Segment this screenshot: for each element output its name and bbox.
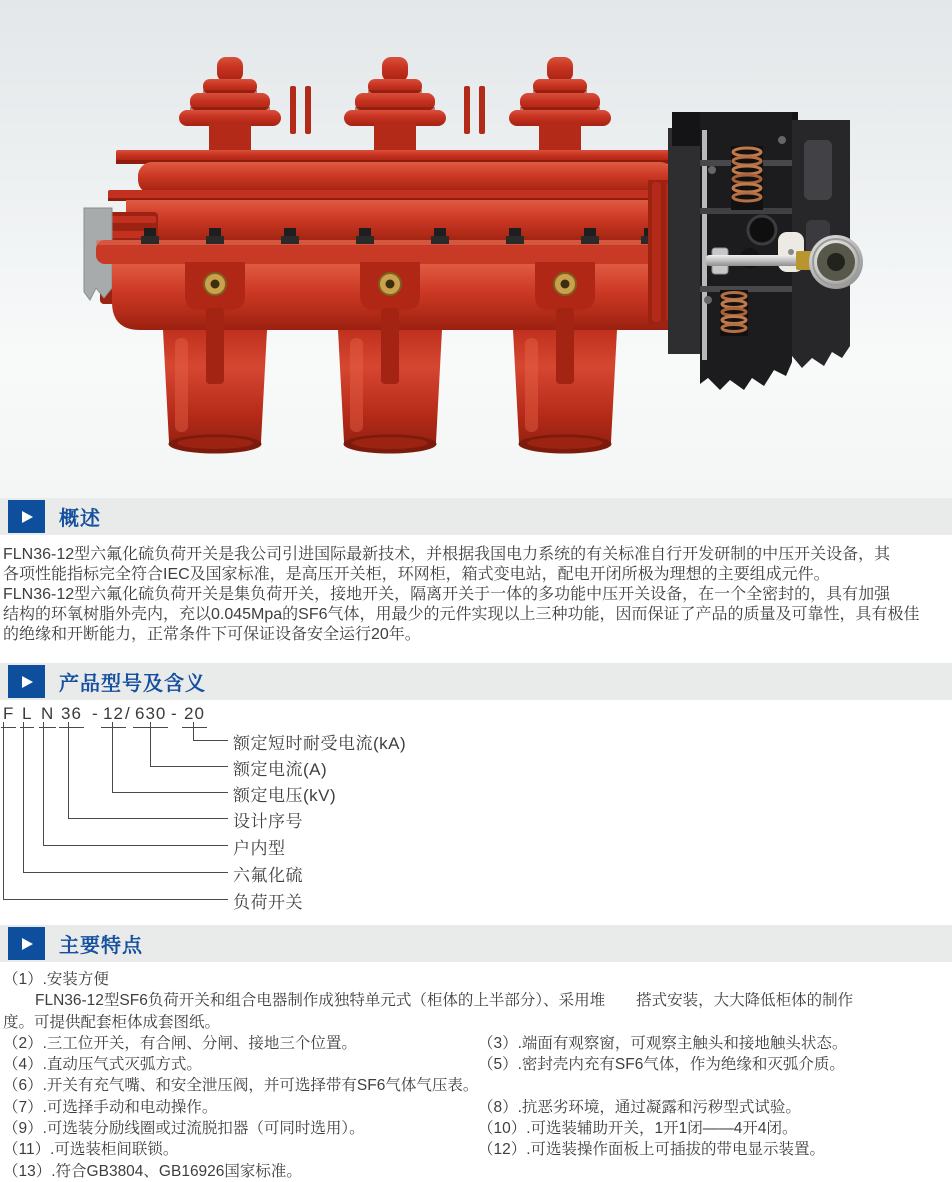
feature-item: [3, 1054, 952, 1075]
section-header-model: [0, 663, 952, 700]
model-code-token: 20: [182, 704, 207, 728]
model-code-token: L: [20, 704, 34, 728]
section-header-features: [0, 925, 952, 962]
product-photo: [0, 0, 952, 498]
feature-text: （5）.密封壳内充有SF6气体，作为绝缘和灭弧介质。: [478, 1056, 845, 1074]
model-code-label: 户内型: [233, 839, 286, 858]
feature-item: [3, 1033, 952, 1054]
feature-text: （12）.可选装操作面板上可插拔的带电显示装置。: [478, 1141, 826, 1159]
feature-item: [3, 1075, 952, 1096]
feature-text: FLN36-12型SF6负荷开关和组合电器制作成独特单元式（柜体的上半部分）、采用堆 搭式安装，大大降低柜体的制作: [35, 992, 854, 1010]
features-list: [0, 962, 952, 1182]
model-code-label: 负荷开关: [233, 893, 303, 912]
feature-text: （7）.可选择手动和电动操作。: [3, 1098, 218, 1116]
sf6-switch-illustration: [0, 0, 952, 498]
model-code-token: F: [1, 704, 16, 728]
play-arrow-icon: [8, 500, 45, 533]
model-code-label: 六氟化硫: [233, 866, 303, 885]
feature-item: [3, 1161, 952, 1182]
model-code-label: 设计序号: [233, 812, 303, 831]
feature-text: （9）.可选装分励线圈或过流脱扣器（可同时选用）。: [3, 1120, 365, 1138]
overview-line: FLN36-12型六氟化硫负荷开关是集负荷开关，接地开关，隔离开关于一体的多功能中压开关设备，在一个全密封的，具有加强: [3, 586, 891, 603]
model-code-separator: -: [92, 704, 99, 723]
model-code-separator: /: [125, 704, 131, 723]
feature-item: [3, 1012, 952, 1033]
feature-text: （2）.三工位开关，有合闸、分闸、接地三个位置。: [3, 1034, 357, 1052]
overview-line: FLN36-12型六氟化硫负荷开关是我公司引进国际最新技术，并根据我国电力系统的有关标准自行开发研制的中压开关设备，其: [3, 546, 891, 563]
overview-text: [0, 535, 952, 663]
feature-text: （11）.可选装柜间联锁。: [3, 1141, 179, 1159]
model-code-diagram: [0, 700, 952, 925]
feature-text: （1）.安装方便: [3, 971, 109, 988]
feature-text: （6）.开关有充气嘴、和安全泄压阀，并可选择带有SF6气体气压表。: [3, 1077, 479, 1095]
feature-text: 度。可提供配套柜体成套图纸。: [3, 1013, 221, 1031]
feature-text: （8）.抗恶劣环境，通过凝露和污秽型式试验。: [478, 1098, 801, 1116]
spring-upper: [731, 146, 763, 210]
section-header-overview: [0, 498, 952, 535]
feature-item: [3, 1118, 952, 1139]
play-arrow-icon: [8, 665, 45, 698]
feature-item: [3, 1139, 952, 1160]
feature-text: （3）.端面有观察窗，可观察主触头和接地触头状态。: [478, 1034, 848, 1052]
play-arrow-icon: [8, 927, 45, 960]
model-code-token: 630: [133, 704, 168, 728]
model-code-separator: -: [171, 704, 178, 723]
feature-text: （13）.符合GB3804、GB16926国家标准。: [3, 1162, 302, 1180]
feature-text: （10）.可选装辅助开关，1开1闭——4开4闭。: [478, 1120, 798, 1138]
model-code-token: 36: [59, 704, 84, 728]
feature-item: [3, 969, 952, 990]
section-title-overview: 概述: [59, 508, 101, 530]
section-title-features: 主要特点: [59, 935, 143, 957]
feature-item: [3, 1097, 952, 1118]
connector-line: [3, 722, 228, 900]
spring-lower: [720, 290, 748, 336]
overview-line: 结构的环氧树脂外壳内，充以0.045Mpa的SF6气体，用最少的元件实现以上三种功能，因而保证了产品的质量及可靠性，具有极佳: [3, 606, 920, 623]
model-code-label: 额定电压(kV): [233, 786, 337, 805]
model-code-label: 额定短时耐受电流(kA): [233, 734, 407, 753]
feature-item: [3, 990, 952, 1011]
model-code-token: N: [39, 704, 56, 728]
operating-mechanism: [668, 112, 863, 390]
feature-text: （4）.直动压气式灭弧方式。: [3, 1056, 202, 1074]
section-title-model: 产品型号及含义: [59, 673, 206, 695]
overview-line: 各项性能指标完全符合IEC及国家标准，是高压开关柜，环网柜，箱式变电站，配电开闭所极为理想的主要组成元件。: [3, 566, 830, 583]
model-code-label: 额定电流(A): [233, 760, 328, 779]
model-code-token: 12: [101, 704, 126, 728]
overview-line: 的绝缘和开断能力，正常条件下可保证设备安全运行20年。: [3, 626, 421, 643]
